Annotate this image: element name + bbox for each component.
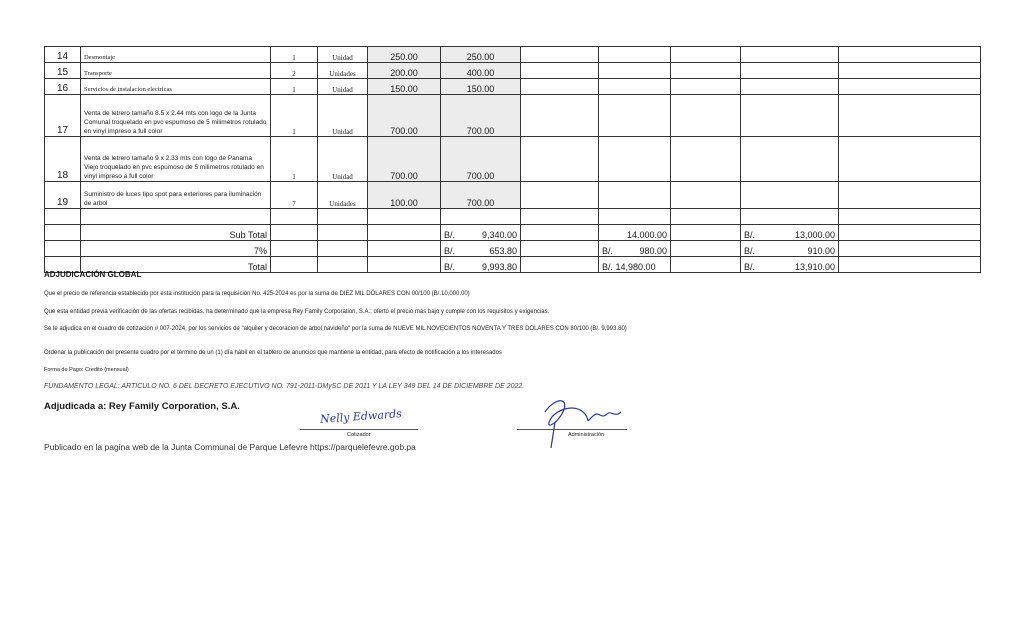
signature-line: [517, 429, 627, 430]
item-unit: Unidad: [318, 79, 368, 95]
amount: 9,993.80: [481, 262, 517, 272]
item-description: Transporte: [81, 63, 271, 79]
subtotal-row: [45, 225, 981, 241]
item-unit-price: 200.00: [368, 63, 441, 79]
amount: 13,000.00: [794, 230, 835, 240]
tax-offer-3: [741, 241, 839, 257]
verification-text: Que esta entidad previa verificación de las ofertas recibidas, ha determinado que la empresa Rey Family Corporation, S.A.; ofertó el precio más bajo y cumple con los requisitos y exigencias.: [44, 309, 550, 315]
amount: 910.00: [807, 246, 835, 256]
item-unit-price: 250.00: [368, 47, 441, 63]
item-total: 700.00: [441, 95, 521, 137]
item-unit-price: 150.00: [368, 79, 441, 95]
item-description: Venta de letrero tamaño 8.5 x 2.44 mts con logo de la Junta Comunal troquelado en pvc espumoso de 5 milimetros rotulado en vinyl impreso a full color: [81, 95, 271, 137]
cotizador-label: Cotizador: [347, 432, 371, 438]
currency-symbol: B/.: [744, 246, 756, 256]
published-notice: Publicado en la pagina web de la Junta Communal de Parque Lefevre https://parquelefevre.gob.pa: [44, 442, 416, 452]
currency-symbol: B/.: [444, 246, 456, 256]
item-number: 17: [45, 95, 81, 137]
currency-symbol: B/.: [602, 246, 614, 256]
item-unit: Unidad: [318, 137, 368, 182]
amount: 980.00: [639, 246, 667, 256]
item-number: 19: [45, 182, 81, 209]
amount: 14,980.00: [615, 262, 656, 272]
item-unit-price: 100.00: [368, 182, 441, 209]
subtotal-offer-3: [741, 225, 839, 241]
item-description: Servicios de instalacion electricas: [81, 79, 271, 95]
publication-order-text: Ordenar la publicación del presente cuadro por el término de un (1) día hábil en el tablero de anuncios que mantiene la entidad, para efecto de notificación a los interesados: [44, 350, 502, 356]
item-total: 700.00: [441, 182, 521, 209]
table-row: [45, 47, 981, 63]
item-number: 15: [45, 63, 81, 79]
total-offer-2: [599, 257, 671, 273]
item-total: 250.00: [441, 47, 521, 63]
item-quantity: 2: [271, 63, 318, 79]
item-description: Venta de letrero tamaño 9 x 2.33 mts con logo de Panama Viejo troquelado en pvc espumoso de 5 milimetros rotulado en vinyl impreso a full color: [81, 137, 271, 182]
item-number: 14: [45, 47, 81, 63]
adjudicacion-heading: ADJUDICACIÓN GLOBAL: [44, 270, 142, 279]
item-quantity: 1: [271, 47, 318, 63]
payment-terms: Forma de Pago: Credito (mensual): [44, 367, 129, 373]
awarded-to: Adjudicada a: Rey Family Corporation, S.A.: [44, 401, 240, 412]
tax-offer-2: [599, 241, 671, 257]
item-description: Desmontaje: [81, 47, 271, 63]
currency-symbol: B/.: [602, 262, 614, 272]
table-row: [45, 137, 981, 182]
quotation-table: [44, 46, 981, 273]
item-unit-price: 700.00: [368, 137, 441, 182]
total-row: [45, 257, 981, 273]
subtotal-offer-1: [441, 225, 521, 241]
signature-line: [300, 429, 418, 430]
tax-label: 7%: [81, 241, 271, 257]
subtotal-label: Sub Total: [81, 225, 271, 241]
tax-offer-1: [441, 241, 521, 257]
item-unit-price: 700.00: [368, 95, 441, 137]
item-quantity: 1: [271, 95, 318, 137]
currency-symbol: B/.: [444, 230, 456, 240]
total-offer-1: [441, 257, 521, 273]
reference-price-text: Que el precio de referencia establecido por esta institución para la requisición No. 425-2024 es por la suma de DIEZ MIL DÓLARES CON 00/100 (B/.10,000.00): [44, 291, 470, 297]
item-total: 150.00: [441, 79, 521, 95]
table-row: [45, 79, 981, 95]
item-unit: Unidad: [318, 47, 368, 63]
item-unit: Unidades: [318, 182, 368, 209]
item-total: 700.00: [441, 137, 521, 182]
item-quantity: 1: [271, 137, 318, 182]
item-unit: Unidades: [318, 63, 368, 79]
total-offer-3: [741, 257, 839, 273]
currency-symbol: B/.: [744, 262, 756, 272]
item-quantity: 7: [271, 182, 318, 209]
item-number: 18: [45, 137, 81, 182]
currency-symbol: B/.: [444, 262, 456, 272]
table-row: [45, 95, 981, 137]
table-row: [45, 63, 981, 79]
amount: 653.80: [489, 246, 517, 256]
amount: 13,910.00: [794, 262, 835, 272]
total-label: Total: [81, 257, 271, 273]
amount: 14.000.00: [626, 230, 667, 240]
subtotal-offer-2: [599, 225, 671, 241]
item-description: Suministro de luces tipo spot para exteriores para iluminación de arbol: [81, 182, 271, 209]
item-number: 16: [45, 79, 81, 95]
cotizador-signature: Nelly Edwards: [319, 407, 403, 426]
award-text: Se le adjudica en el cuadro de cotización # 007-2024, por los servicios de "alquiler y decoracion de arbol navideño" por la suma de NUEVE MIL NOVECIENTOS NOVENTA Y TRES DOLARES CON 80/100 (B/. 9,993.80): [44, 326, 627, 332]
legal-basis: FUNDAMENTO LEGAL: ARTICULO NO. 6 DEL DECRETO EJECUTIVO NO. 791-2011-DMySC DE 2011 Y LA LEY 349 DEL 14 DE DICIEMBRE DE 2022.: [44, 383, 525, 390]
admin-signature: [515, 392, 655, 452]
currency-symbol: B/.: [744, 230, 756, 240]
item-quantity: 1: [271, 79, 318, 95]
item-unit: Unidad: [318, 95, 368, 137]
table-row: [45, 182, 981, 209]
item-total: 400.00: [441, 63, 521, 79]
admin-label: Administración: [568, 432, 605, 438]
amount: 9,340.00: [481, 230, 517, 240]
tax-row: [45, 241, 981, 257]
